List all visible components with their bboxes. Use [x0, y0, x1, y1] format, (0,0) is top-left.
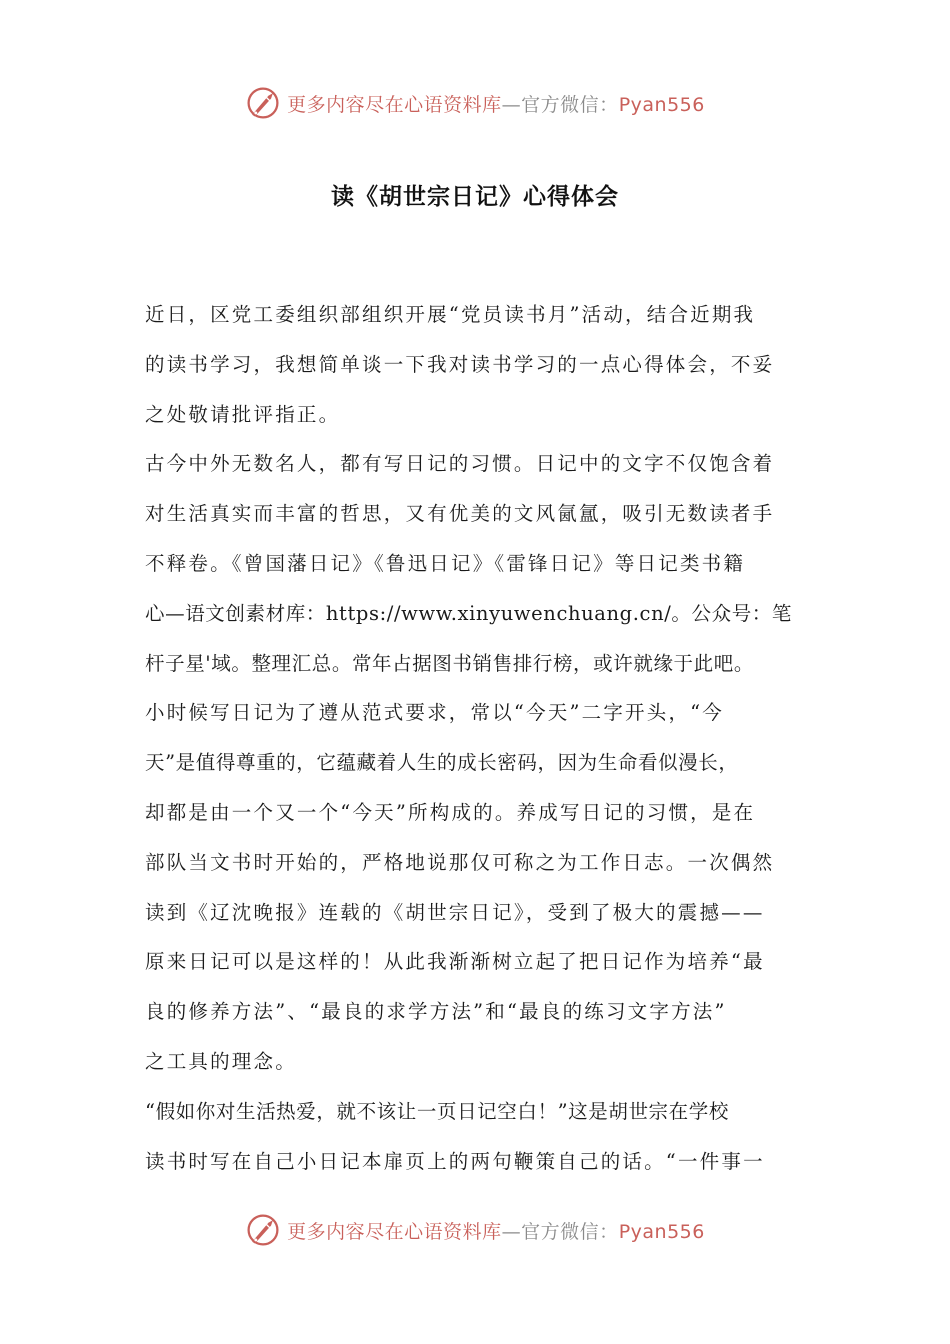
header-banner-wechat-id: Pyan556 — [618, 93, 705, 116]
header-banner-official: —官方微信： — [501, 93, 619, 116]
header-banner — [0, 83, 950, 123]
body-line: 之工具的理念。 — [145, 1049, 297, 1073]
body-line: 古今中外无数名人，都有写日记的习惯。日记中的文字不仅饱含着 — [145, 452, 775, 476]
pen-nib-logo-icon — [245, 1212, 281, 1248]
body-line: 之处敬请批评指正。 — [145, 402, 341, 426]
document-body — [145, 290, 810, 1186]
body-line: 天”是值得尊重的，它蕴藏着人生的成长密码，因为生命看似漫长， — [145, 751, 739, 775]
header-banner-site: 更多内容尽在心语资料库 — [287, 93, 502, 116]
body-line: 原来日记可以是这样的！从此我渐渐树立起了把日记作为培养“最 — [145, 950, 765, 974]
body-line: 却都是由一个又一个“今天”所构成的。养成写日记的习惯，是在 — [145, 800, 756, 824]
body-line: 近日，区党工委组织部组织开展“党员读书月”活动，结合近期我 — [145, 303, 756, 326]
body-line: 良的修养方法”、“最良的求学方法”和“最良的练习文字方法” — [145, 1000, 727, 1024]
footer-banner — [0, 1210, 950, 1250]
body-line: 读书时写在自己小日记本扉页上的两句鞭策自己的话。“一件事一 — [145, 1149, 765, 1173]
document-title: 读《胡世宗日记》心得体会 — [331, 184, 619, 210]
pen-nib-logo-icon — [245, 85, 281, 121]
body-line: “假如你对生活热爱，就不该让一页日记空白！”这是胡世宗在学校 — [145, 1099, 729, 1123]
footer-banner-wechat-id: Pyan556 — [618, 1220, 705, 1243]
header-banner-text — [287, 90, 705, 117]
footer-banner-site: 更多内容尽在心语资料库 — [287, 1220, 502, 1243]
body-line: 对生活真实而丰富的哲思，又有优美的文风氤氲，吸引无数读者手 — [145, 502, 775, 526]
body-line: 不释卷。《曾国藩日记》《鲁迅日记》《雷锋日记》等日记类书籍 — [145, 551, 746, 575]
footer-banner-official: —官方微信： — [501, 1220, 619, 1243]
body-line: 小时候写日记为了遵从范式要求，常以“今天”二字开头，“今 — [145, 701, 725, 725]
footer-banner-text — [287, 1217, 705, 1244]
body-line: 心—语文创素材库：https://www.xinyuwenchuang.cn/。公众号：笔 — [145, 601, 793, 625]
body-line: 杆子星'域。整理汇总。常年占据图书销售排行榜，或许就缘于此吧。 — [145, 651, 754, 675]
body-line: 读到《辽沈晚报》连载的《胡世宗日记》，受到了极大的震撼—— — [145, 900, 765, 924]
body-line: 的读书学习，我想简单谈一下我对读书学习的一点心得体会，不妥 — [145, 352, 775, 376]
body-line: 部队当文书时开始的，严格地说那仅可称之为工作日志。一次偶然 — [145, 850, 775, 874]
